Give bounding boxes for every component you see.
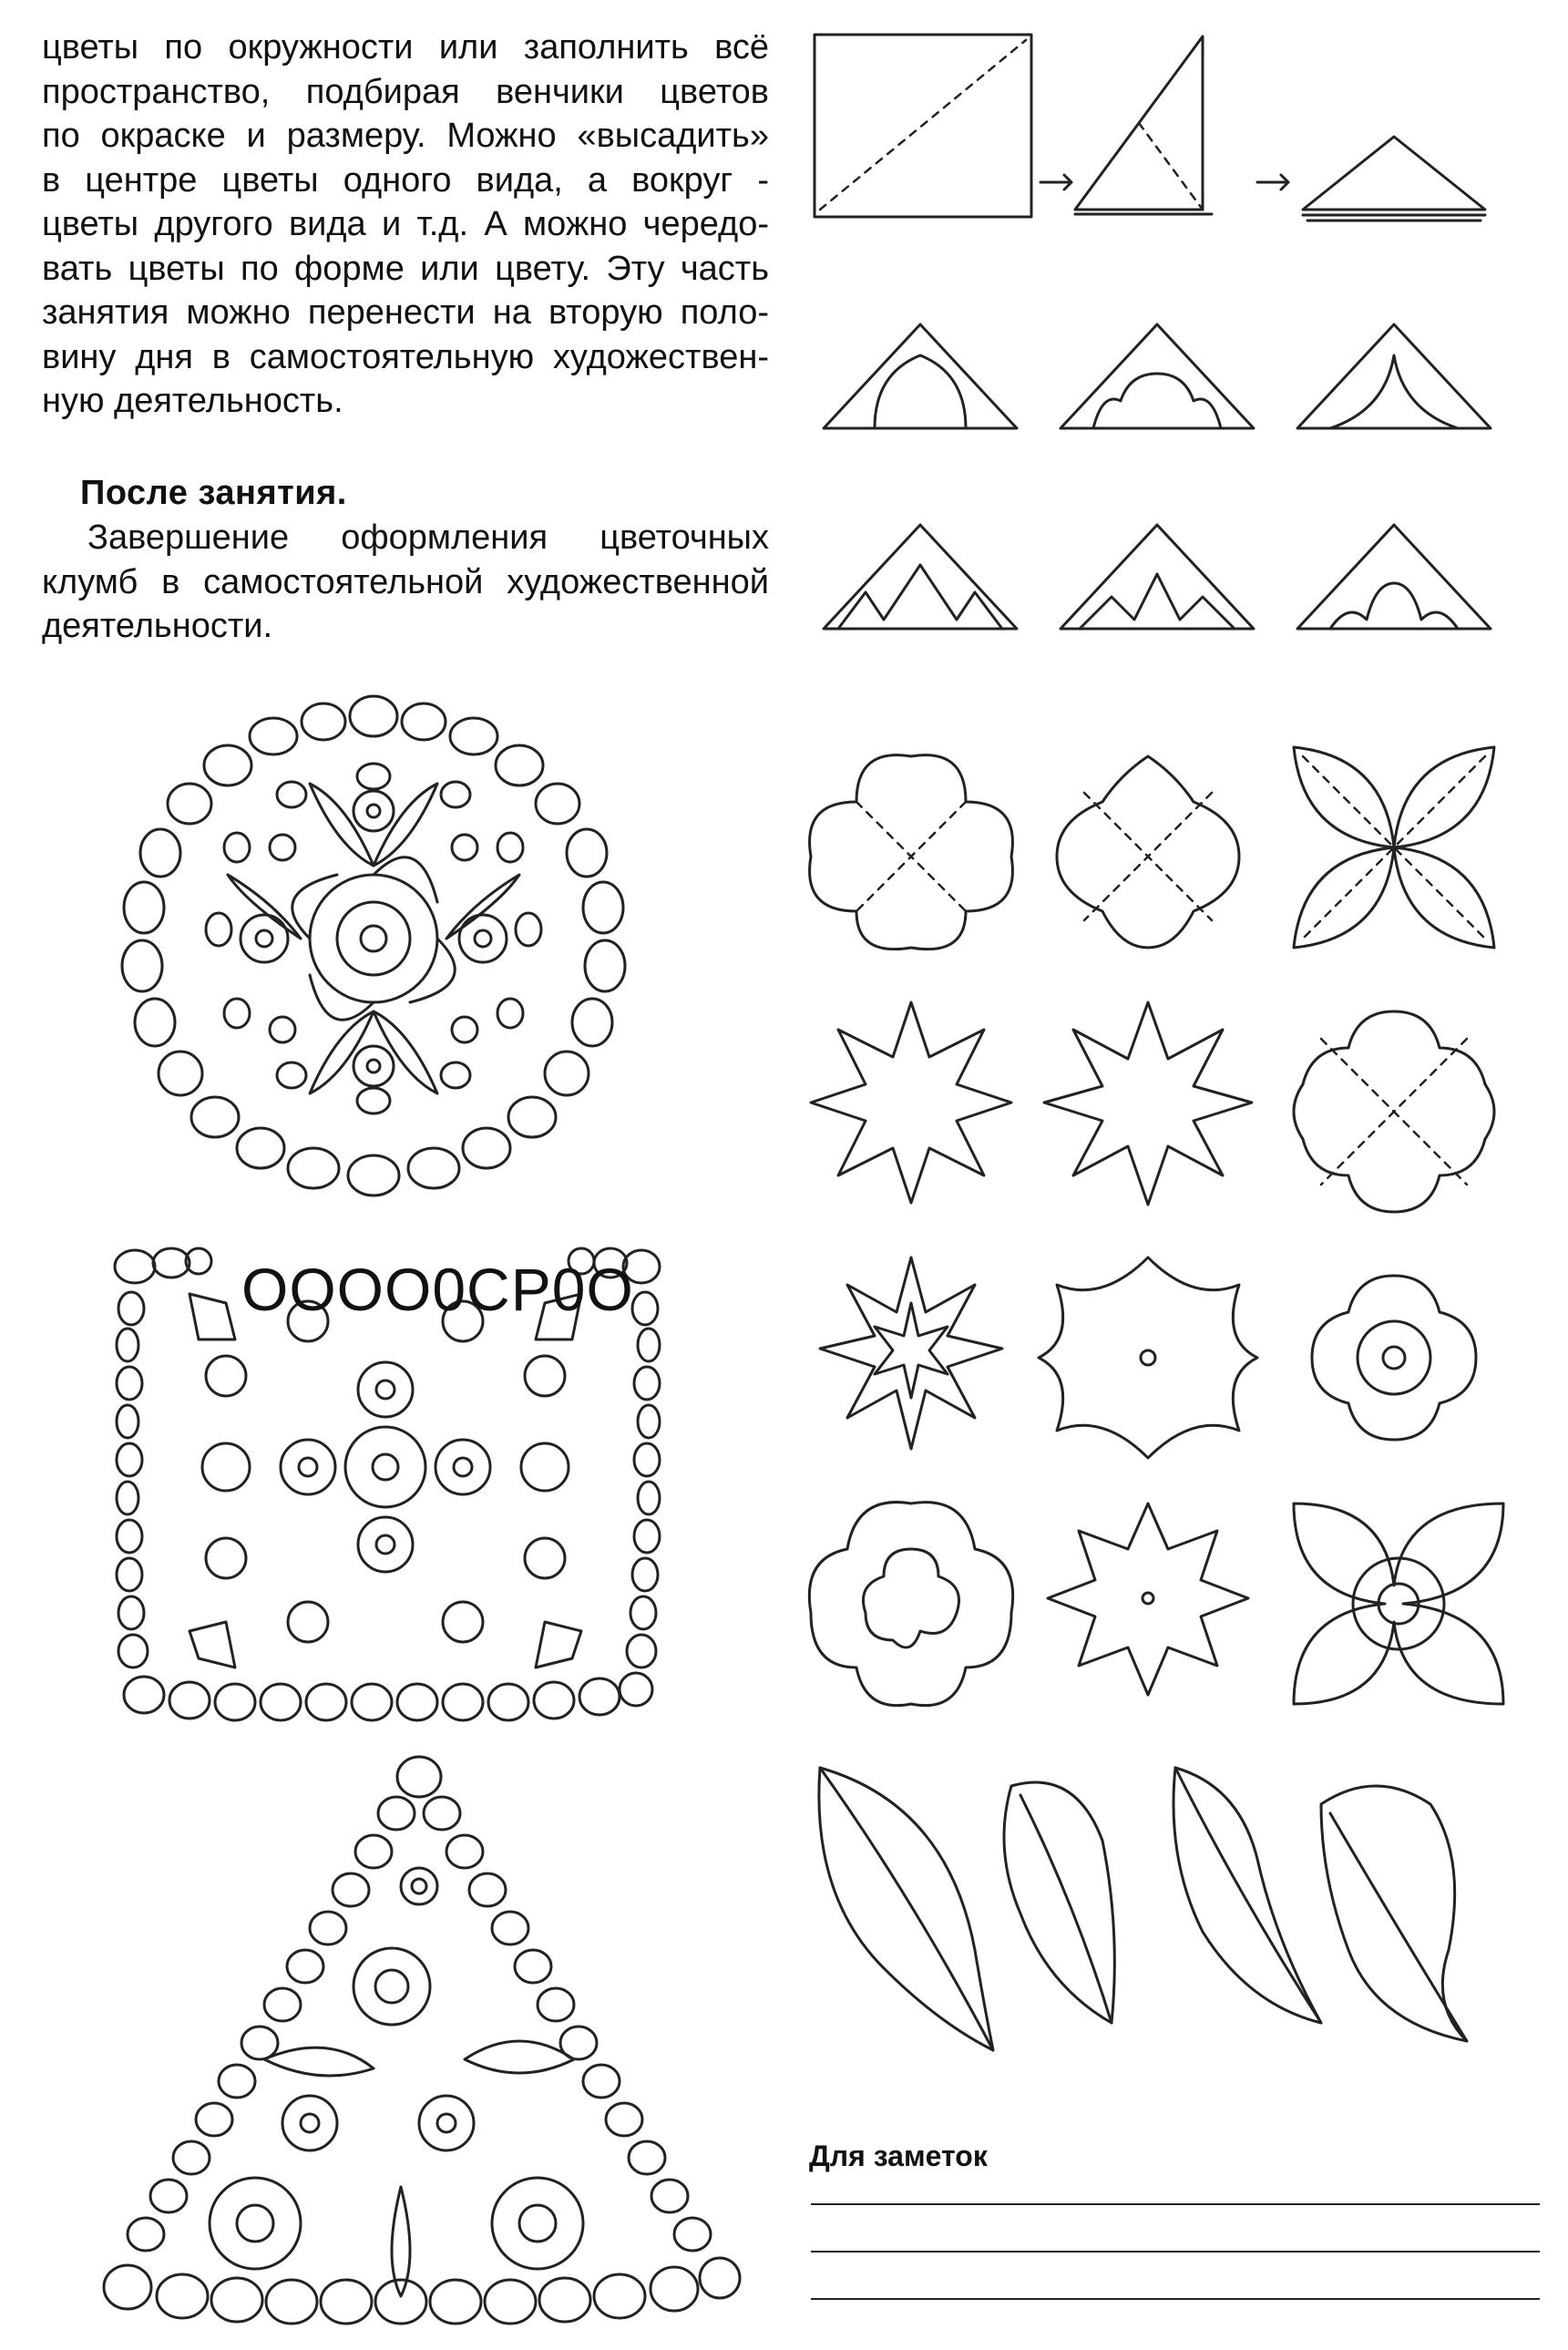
notes-heading: Для заметок [809, 2140, 988, 2172]
triangular-flowerbed-illustration [82, 1750, 756, 2333]
pebble-ring-outer [122, 696, 625, 1196]
round-flowerbed-illustration [100, 693, 647, 1203]
notes-line [811, 2251, 1540, 2253]
notes-line [811, 2298, 1540, 2300]
ocr-artifact-label: OOOO0CP0O [241, 1256, 634, 1323]
text-line: в центре цветы одного вида, а вокруг - [42, 160, 769, 200]
intro-paragraph [42, 26, 769, 424]
center-flower [292, 857, 455, 1020]
cut-pattern-row-2 [820, 519, 1549, 638]
pebble-border [104, 1757, 740, 2324]
flower-shapes-row-3 [811, 1248, 1549, 1467]
text-line: вину дня в самостоятельную художествен- [42, 337, 769, 376]
text-line: пространство, подбирая венчики цветов [42, 72, 769, 111]
leaf-shapes-row [811, 1750, 1549, 2050]
flower-shapes-row-4 [811, 1485, 1549, 1722]
section-heading: После занятия. [80, 474, 347, 512]
text-line: цветы по окружности или заполнить всё [42, 28, 769, 67]
text-line: Завершение оформления цветочных [87, 518, 769, 557]
text-line: ную деятельность. [42, 382, 343, 420]
text-line: вать цветы по форме или цвету. Эту часть [42, 249, 769, 288]
text-line: клумб в самостоятельной художественной [42, 562, 769, 601]
cut-pattern-row-1 [820, 319, 1549, 437]
flower-shapes-row-2 [811, 993, 1549, 1221]
flower-shapes-row-1 [811, 729, 1549, 957]
text-line: по окраске и размеру. Можно «высадить» [42, 117, 769, 155]
after-lesson-paragraph [42, 516, 769, 649]
small-flowers [241, 791, 507, 1086]
text-line: цветы другого вида и т.д. А можно чередо- [42, 205, 769, 243]
text-line: деятельности. [42, 607, 273, 645]
notes-line [811, 2203, 1540, 2205]
flower-grid [190, 1294, 581, 1668]
text-line: занятия можно перенести на вторую поло- [42, 293, 769, 332]
paper-folding-diagram [811, 27, 1540, 228]
